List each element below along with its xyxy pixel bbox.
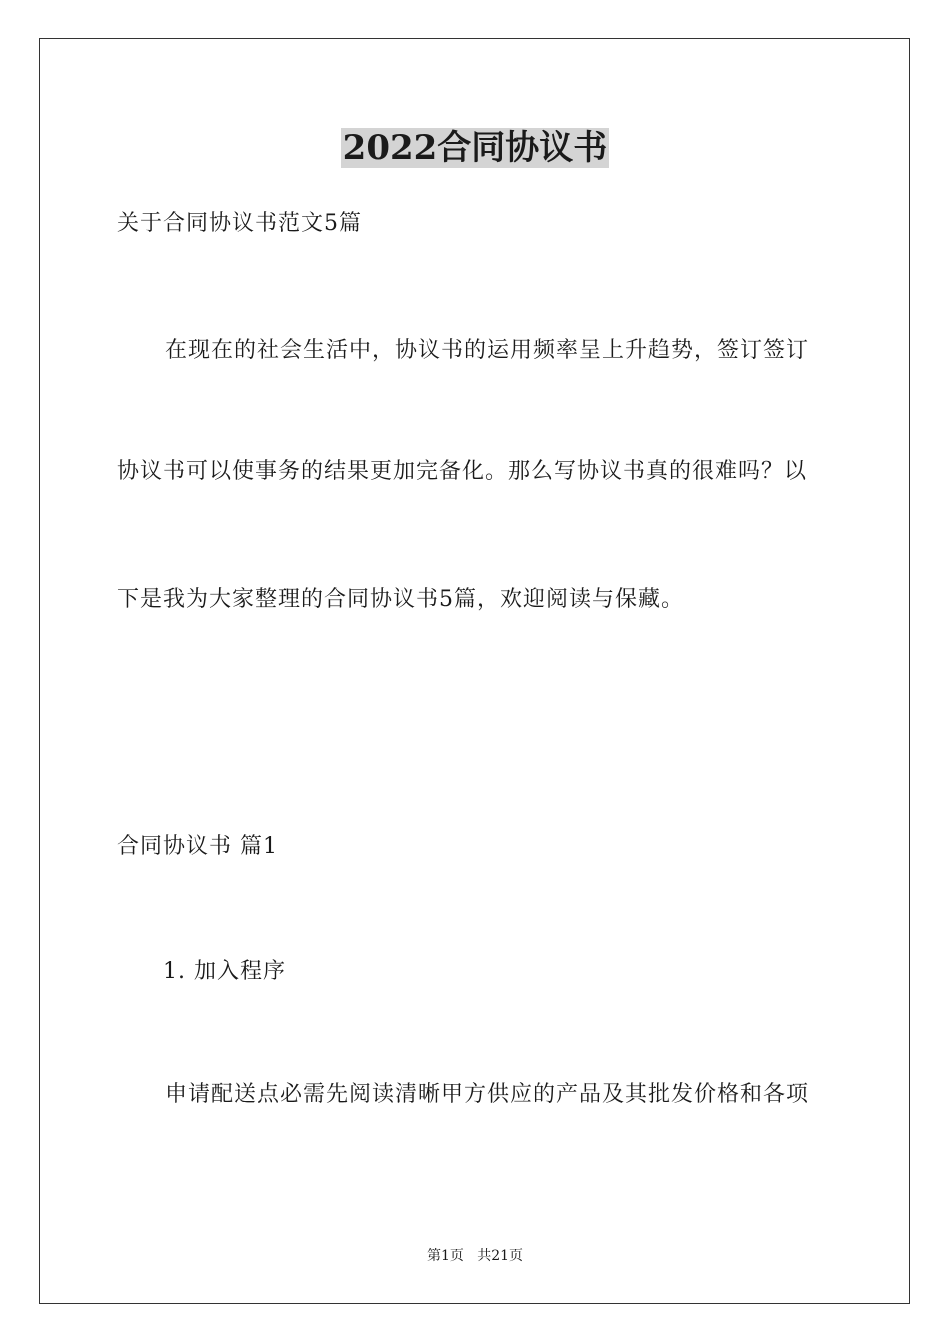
document-title [0, 128, 950, 168]
document-title-text: 2022合同协议书 [342, 128, 608, 168]
section-heading: 合同协议书 篇1 [117, 834, 278, 859]
intro-paragraph-line-3: 下是我为大家整理的合同协议书5篇，欢迎阅读与保藏。 [117, 587, 684, 612]
body-paragraph-line-1: 申请配送点必需先阅读清晰甲方供应的产品及其批发价格和各项 [165, 1082, 810, 1107]
intro-paragraph-line-2: 协议书可以使事务的结果更加完备化。那么写协议书真的很难吗？以 [117, 459, 808, 484]
document-subtitle: 关于合同协议书范文5篇 [117, 211, 362, 236]
page-number-footer: 第1页 共21页 [426, 1248, 524, 1264]
intro-paragraph-line-1: 在现在的社会生活中，协议书的运用频率呈上升趋势，签订签订 [165, 338, 810, 363]
list-item-heading: 1. 加入程序 [163, 959, 286, 984]
